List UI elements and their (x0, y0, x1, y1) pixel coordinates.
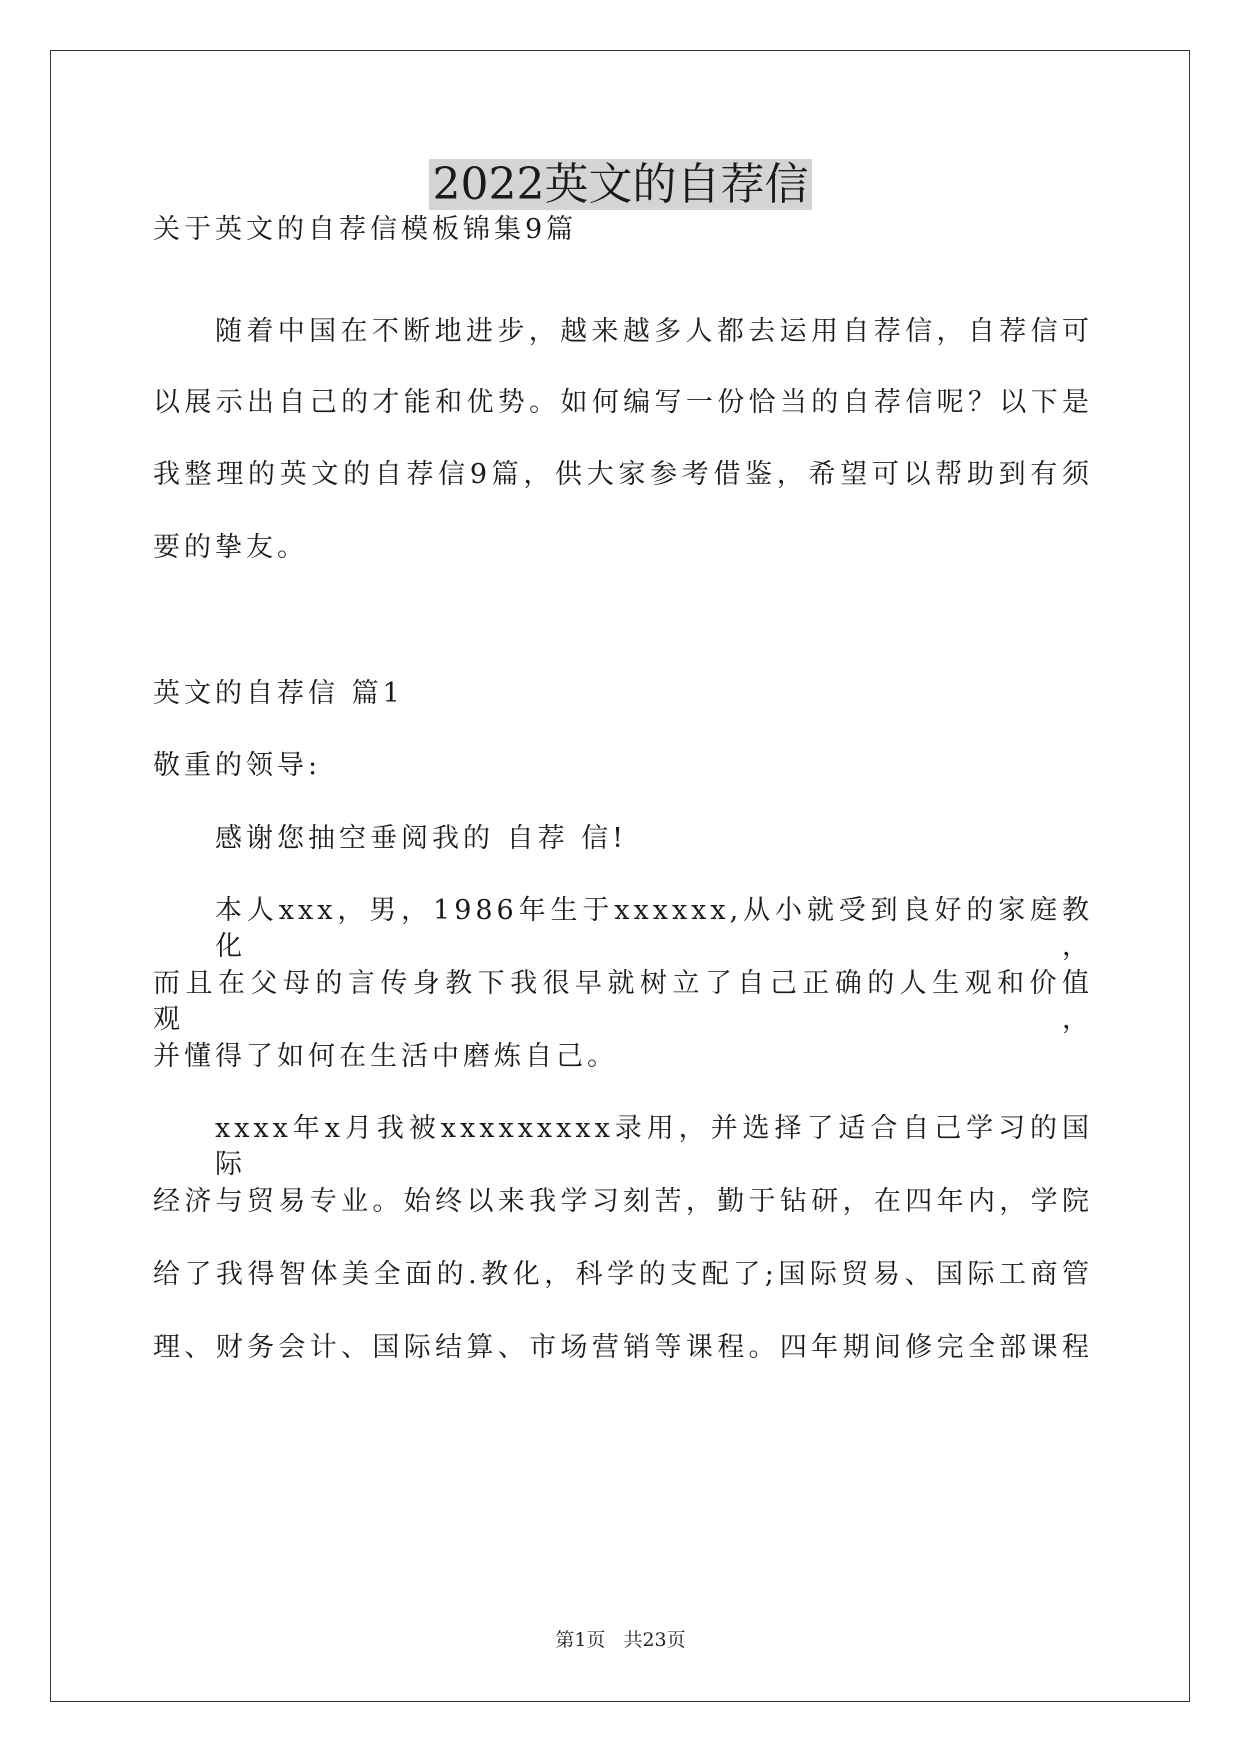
thanks-line: 感谢您抽空垂阅我的 自荐 信! (215, 823, 628, 854)
para1-line-2: 而且在父母的言传身教下我很早就树立了自己正确的人生观和价值观， (153, 968, 1093, 1035)
page-number: 第1页 (555, 1629, 606, 1651)
page-total: 共23页 (623, 1629, 686, 1651)
para1-line-3: 并懂得了如何在生活中磨炼自己。 (153, 1041, 618, 1072)
page-border (50, 50, 1190, 1702)
intro-line-3: 我整理的英文的自荐信9篇，供大家参考借鉴，希望可以帮助到有须 (153, 459, 1093, 490)
salutation: 敬重的领导: (153, 750, 322, 781)
intro-line-2: 以展示出自己的才能和优势。如何编写一份恰当的自荐信呢？以下是 (153, 387, 1093, 418)
para2-line-4: 理、财务会计、国际结算、市场营销等课程。四年期间修完全部课程 (153, 1332, 1093, 1363)
para2-line-1: xxxx年x月我被xxxxxxxxx录用，并选择了适合自己学习的国际 (215, 1113, 1093, 1180)
document-title (0, 158, 1241, 212)
document-title-text: 2022英文的自荐信 (429, 159, 813, 210)
subtitle: 关于英文的自荐信模板锦集9篇 (153, 214, 578, 245)
intro-line-1: 随着中国在不断地进步，越来越多人都去运用自荐信，自荐信可 (215, 316, 1093, 347)
intro-line-4: 要的挚友。 (153, 532, 308, 563)
section-heading: 英文的自荐信 篇1 (153, 678, 404, 709)
para1-line-1: 本人xxx，男，1986年生于xxxxxx,从小就受到良好的家庭教化， (215, 895, 1093, 962)
para2-line-3: 给了我得智体美全面的.教化，科学的支配了;国际贸易、国际工商管 (153, 1259, 1093, 1290)
page-footer (0, 1628, 1241, 1652)
para2-line-2: 经济与贸易专业。始终以来我学习刻苦，勤于钻研，在四年内，学院 (153, 1186, 1093, 1217)
